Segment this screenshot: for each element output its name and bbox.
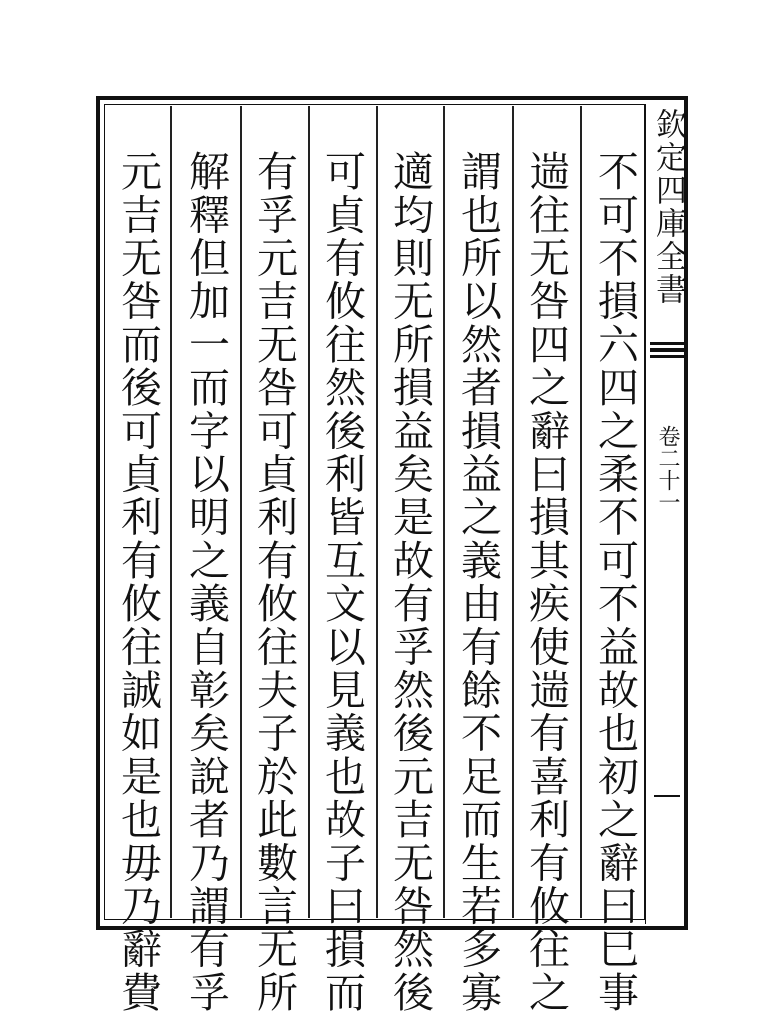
column-rule [240, 106, 242, 918]
column-rule [443, 106, 445, 918]
text-column-7: 解釋但加一而字以明之義自彰矣說者乃謂有孚 [182, 150, 230, 1014]
column-rule [580, 106, 582, 918]
volume-label: 卷二十一 [655, 425, 680, 513]
text-column-1: 不可不損六四之柔不可不益故也初之辭曰巳事 [591, 150, 639, 1014]
text-column-2: 遄往无咎四之辭曰損其疾使遄有喜利有攸往之 [522, 150, 570, 1014]
text-column-8: 元吉无咎而後可貞利有攸往誠如是也毋乃辭費 [114, 150, 162, 1014]
text-column-3: 謂也所以然者損益之義由有餘不足而生若多寡 [454, 150, 502, 1014]
text-column-4: 適均則无所損益矣是故有孚然後元吉无咎然後 [386, 150, 434, 1014]
text-column-5: 可貞有攸往然後利皆互文以見義也故子曰損而 [318, 150, 366, 1014]
margin-tick [654, 795, 680, 797]
margin-rule [645, 104, 646, 924]
column-rule [376, 106, 378, 918]
column-rule [512, 106, 514, 918]
book-title: 欽定四庫全書 [650, 108, 686, 306]
column-rule [170, 106, 172, 918]
column-rule [308, 106, 310, 918]
fishtail-mark [650, 342, 684, 358]
text-column-6: 有孚元吉无咎可貞利有攸往夫子於此數言无所 [250, 150, 298, 1014]
